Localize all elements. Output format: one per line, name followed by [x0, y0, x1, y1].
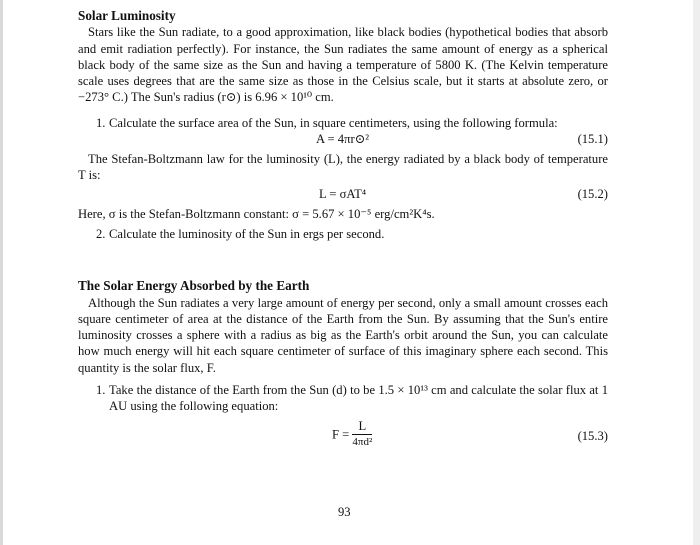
exercise-number: 2.: [96, 226, 106, 241]
equation-15-1: [78, 131, 608, 151]
exercise-item-surface-area: [78, 115, 608, 131]
exercise-number: 1.: [96, 383, 106, 398]
exercise-number: 1.: [96, 115, 106, 130]
textbook-page: [78, 8, 608, 455]
equation-number: (15.3): [577, 428, 608, 443]
exercise-text: Take the distance of the Earth from the Sun (d) to be 1.5 × 10¹³ cm and calculate the solar flux at 1 AU using the following equation:: [109, 383, 608, 414]
equation-formula: A = 4πr⊙²: [316, 132, 369, 147]
equation-15-3: [78, 419, 608, 455]
section-title-solar-luminosity: Solar Luminosity: [78, 8, 176, 23]
stefan-boltzmann-paragraph: The Stefan-Boltzmann law for the luminosity (L), the energy radiated by a black body of temperature T is:: [78, 152, 608, 183]
fraction-numerator: L: [352, 419, 372, 435]
equation-lhs: F =: [332, 426, 350, 441]
exercise-item-luminosity: [78, 226, 608, 242]
page-number: 93: [338, 505, 351, 519]
scan-right-edge: [693, 0, 700, 545]
equation-fraction: [352, 419, 372, 450]
equation-formula: L = σAT⁴: [319, 186, 367, 201]
equation-15-2: [78, 186, 608, 206]
fraction-denominator: 4πd²: [352, 435, 373, 448]
solar-luminosity-paragraph: Stars like the Sun radiate, to a good approximation, like black bodies (hypothetical bodies that absorb and emit radiation perfectly). For instance, the Sun radiates the same amount of energy as a spherical black body of the same size as the Sun and having a temperature of 5800 K. (The Kelvin temperature scale uses degrees that are the same size as those in the Celsius scale, but it starts at absolute zero, or −273° C.) The Sun's radius (r⊙) is 6.96 × 10¹⁰ cm.: [78, 25, 608, 105]
stefan-boltzmann-constant: Here, σ is the Stefan-Boltzmann constant: σ = 5.67 × 10⁻⁵ erg/cm²K⁴s.: [78, 206, 435, 221]
equation-number: (15.2): [577, 186, 608, 201]
equation-formula: [332, 419, 372, 450]
exercise-text: Calculate the surface area of the Sun, in square centimeters, using the following formula:: [109, 115, 558, 130]
exercise-item-solar-flux: [78, 382, 608, 415]
section-title-solar-energy: The Solar Energy Absorbed by the Earth: [78, 278, 310, 294]
exercise-text: Calculate the luminosity of the Sun in ergs per second.: [109, 226, 385, 241]
solar-energy-paragraph: Although the Sun radiates a very large amount of energy per second, only a small amount crosses each square centimeter of area at the distance of the Earth from the Sun. By assuming that the Sun's entire luminosity crosses a sphere with a radius as big as the Earth's orbit around the Sun, you can calculate how much energy will hit each square centimeter of surface of this imaginary sphere each second. This quantity is the solar flux, F.: [78, 295, 608, 375]
scan-left-edge: [0, 0, 3, 545]
equation-number: (15.1): [577, 132, 608, 147]
